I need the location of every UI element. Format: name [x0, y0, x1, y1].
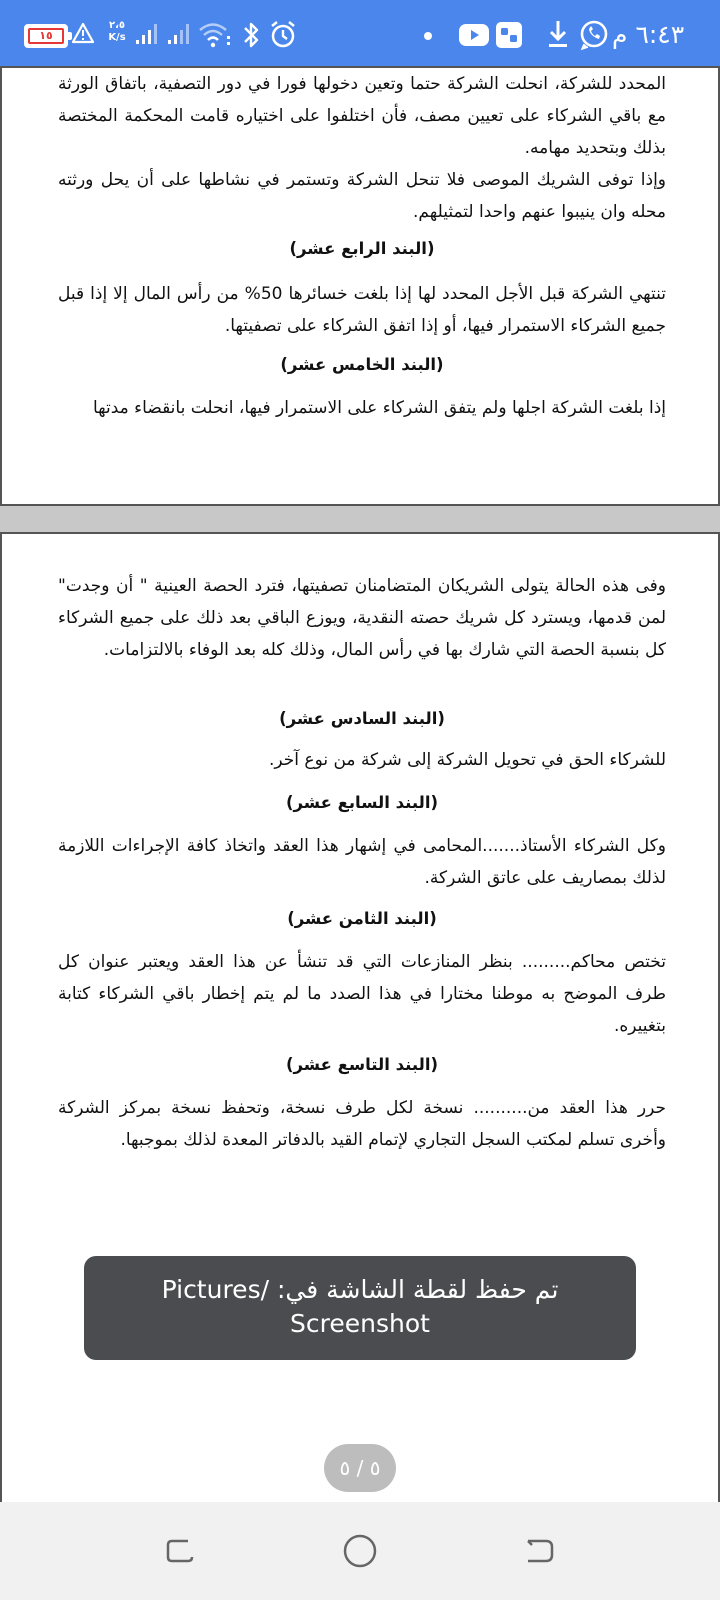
alarm-icon — [268, 20, 298, 50]
clause-heading: (البند التاسع عشر) — [285, 1055, 439, 1074]
battery-icon — [24, 24, 68, 48]
home-icon[interactable] — [342, 1533, 378, 1569]
signal-icon — [166, 20, 194, 48]
clause-heading: (البند السابع عشر) — [285, 793, 439, 812]
paragraph: تنتهي الشركة قبل الأجل المحدد لها إذا بلغت خسائرها 50% من رأس المال إلا إذا قبل جميع الشركاء الاستمرار فيها، أو إذا اتفق الشركاء على تصفيتها. — [58, 284, 666, 336]
photo-icon — [494, 20, 524, 50]
youtube-icon — [458, 22, 490, 48]
paragraph: تختص محاكم......... بنظر المنازعات التي قد تنشأ عن هذا العقد ويعتبر عنوان كل طرف الموضح به موطنا مختارا في هذا الصدد ما لم يتم إخطار باقي الشركاء كتابة بتغييره. — [58, 952, 666, 1036]
download-icon — [546, 18, 570, 50]
bluetooth-icon — [240, 20, 262, 50]
status-bar — [0, 0, 720, 72]
clause-heading: (البند الثامن عشر) — [287, 909, 437, 928]
paragraph: إذا بلغت الشركة اجلها ولم يتفق الشركاء على الاستمرار فيها، انحلت بانقضاء مدتها — [92, 398, 666, 418]
navigation-bar — [0, 1502, 720, 1600]
back-icon[interactable] — [522, 1533, 558, 1569]
paragraph: وإذا توفى الشريك الموصى فلا تنحل الشركة وتستمر في نشاطها على أن يحل ورثته محله وان ينيبوا عنهم واحدا لتمثيلهم. — [58, 170, 666, 222]
signal-icon — [134, 20, 162, 48]
clause-heading: (البند الرابع عشر) — [289, 239, 435, 258]
paragraph: للشركاء الحق في تحويل الشركة إلى شركة من نوع آخر. — [269, 750, 666, 770]
clause-heading: (البند السادس عشر) — [279, 709, 445, 728]
network-speed-value: ٢،٥ — [108, 20, 125, 31]
network-speed-unit: K/s — [108, 32, 126, 43]
wifi-icon — [198, 20, 232, 50]
paragraph: وكل الشركاء الأستاذ.......المحامى في إشهار هذا العقد واتخاذ كافة الإجراءات اللازمة لذلك بمصاريف على عاتق الشركة. — [58, 836, 666, 888]
recents-icon[interactable] — [162, 1533, 198, 1569]
page-counter: ٥ / ٥ — [324, 1444, 396, 1492]
toast-line-1: تم حفظ لقطة الشاشة في: /Pictures — [161, 1275, 559, 1304]
screenshot-saved-toast — [84, 1256, 636, 1360]
document-page — [0, 66, 720, 506]
clause-heading: (البند الخامس عشر) — [280, 355, 444, 374]
battery-level: ١٥ — [28, 28, 64, 44]
document-page — [0, 532, 720, 1522]
status-time: ٦:٤٣ م — [612, 20, 685, 49]
whatsapp-icon — [578, 18, 610, 52]
paragraph: وفى هذه الحالة يتولى الشريكان المتضامنان تصفيتها، فترد الحصة العينية " أن وجدت" لمن قدمها، ويسترد كل شريك حصته النقدية، ويوزع الباقي بعد ذلك على جميع الشركاء كل بنسبة الحصة التي شارك بها في رأس المال، وذلك كله بعد الوفاء بالالتزامات. — [58, 576, 666, 660]
network-speed — [104, 20, 130, 44]
alert-triangle-icon — [72, 22, 94, 44]
paragraph: المحدد للشركة، انحلت الشركة حتما وتعين دخولها فورا في دور التصفية، باتفاق الورثة مع باقي الشركاء على تعيين مصف، فأن اختلفوا على اختياره قامت المحكمة المختصة بذلك وبتحديد مهامه. — [58, 74, 666, 158]
notification-dot-icon — [424, 32, 432, 40]
toast-line-2: Screenshot — [290, 1309, 430, 1338]
paragraph: حرر هذا العقد من.......... نسخة لكل طرف نسخة، وتحفظ نسخة بمركز الشركة وأخرى تسلم لمكتب السجل التجاري لإتمام القيد بالدفاتر المعدة لذلك بموجبها. — [58, 1098, 666, 1150]
